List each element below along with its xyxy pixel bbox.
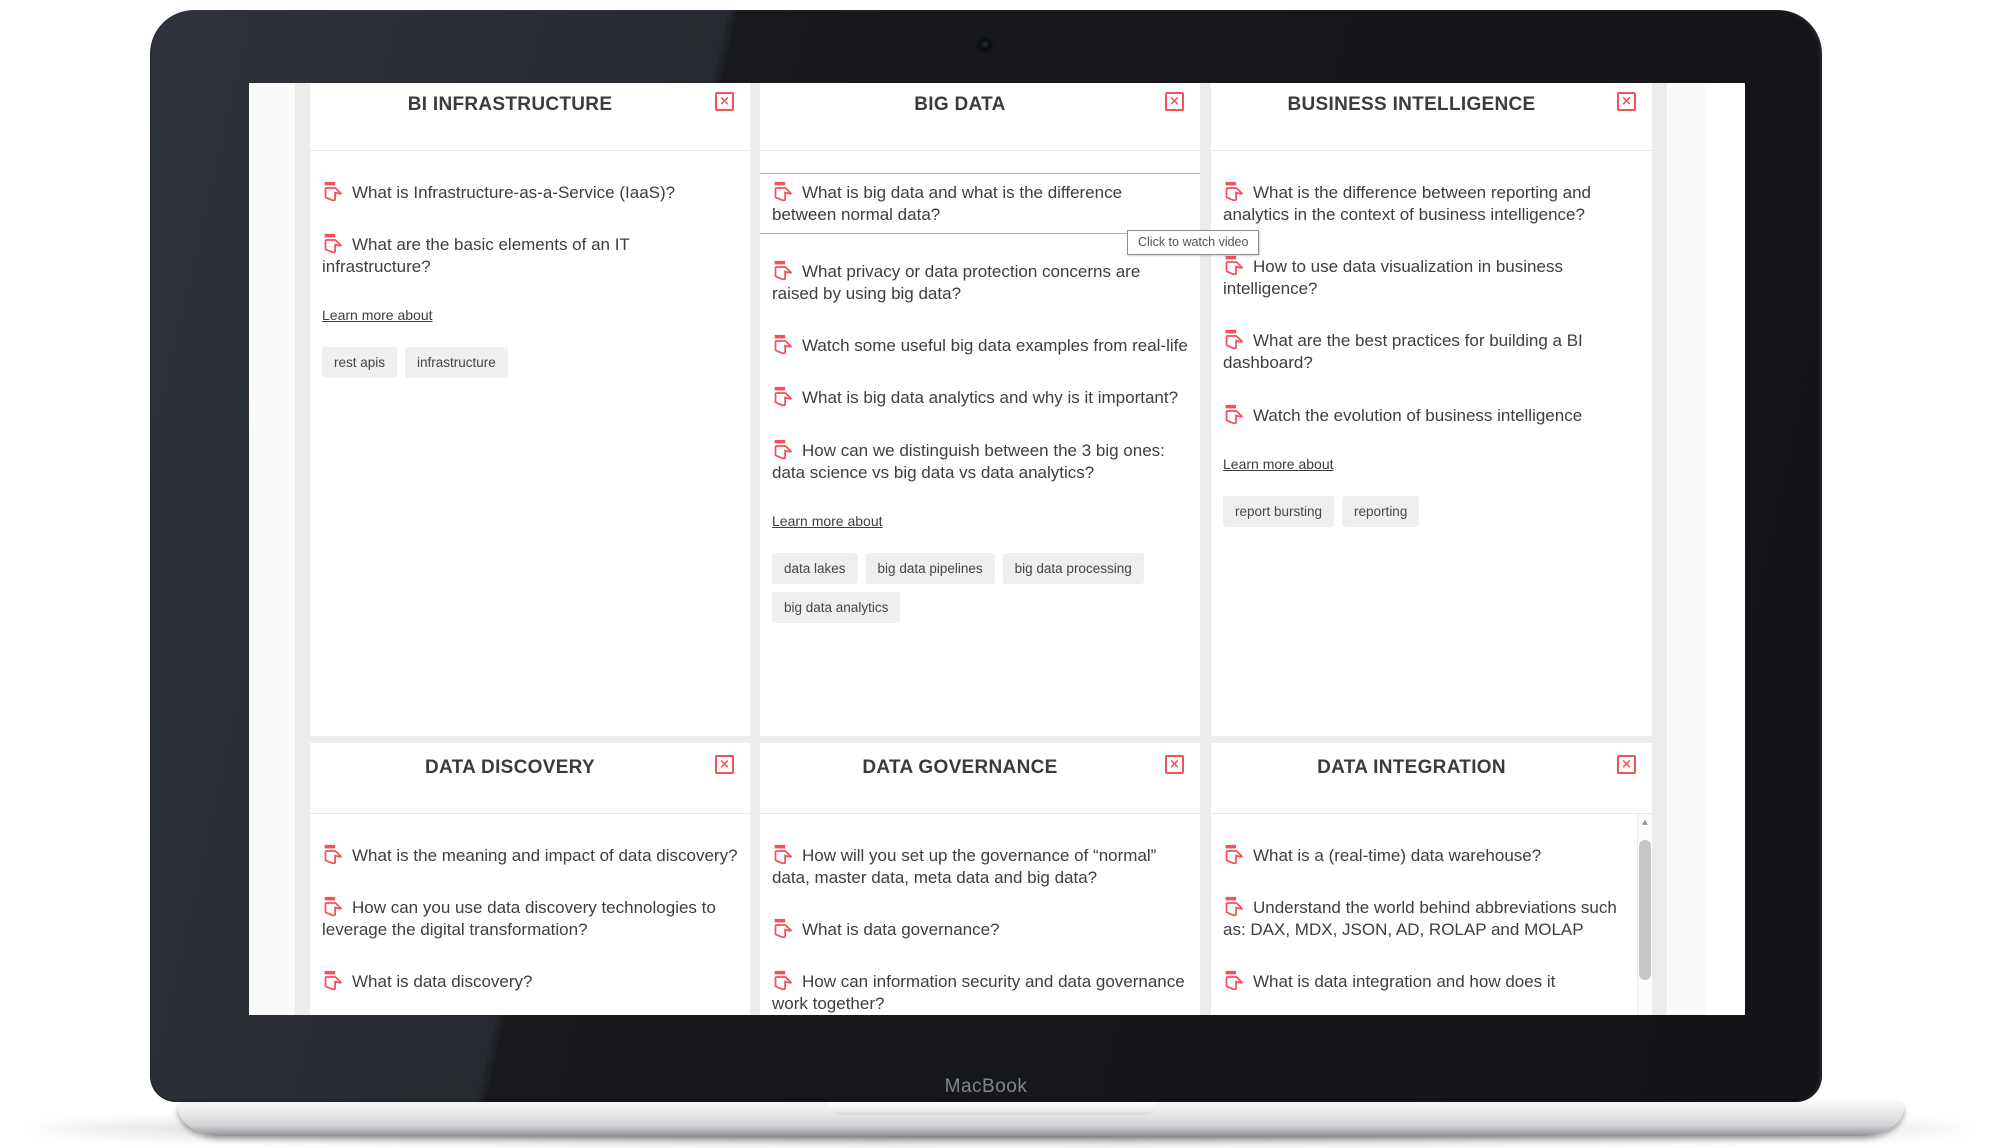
topic-tag[interactable]: data lakes	[772, 553, 858, 584]
pointing-hand-icon	[772, 334, 793, 355]
question-item[interactable]	[1223, 404, 1640, 427]
question-item[interactable]	[772, 334, 1188, 357]
card-body	[1211, 151, 1652, 735]
card-body	[1211, 814, 1652, 1015]
card-header	[310, 743, 750, 814]
question-item[interactable]	[772, 970, 1188, 1015]
question-text: What is big data analytics and why is it important?	[802, 388, 1179, 408]
question-text: What is data governance?	[802, 920, 1000, 940]
close-icon[interactable]: ×	[1617, 755, 1636, 774]
pointing-hand-icon	[772, 181, 793, 202]
close-icon[interactable]: ×	[1165, 755, 1184, 774]
card-header	[760, 83, 1200, 151]
card-title: DATA GOVERNANCE	[862, 757, 1058, 778]
question-text: What is the meaning and impact of data discovery?	[352, 846, 738, 865]
pointing-hand-icon	[1223, 255, 1244, 276]
question-item[interactable]	[1223, 970, 1618, 993]
question-text: Watch some useful big data examples from real-life	[802, 336, 1188, 356]
close-icon[interactable]: ×	[1165, 92, 1184, 111]
tooltip: Click to watch video	[1127, 230, 1259, 255]
card-data-governance	[760, 743, 1200, 1015]
scroll-up-icon[interactable]: ▲	[1642, 818, 1648, 826]
topic-tag[interactable]: reporting	[1342, 496, 1419, 527]
question-item[interactable]	[1223, 255, 1640, 300]
webcam	[979, 39, 991, 51]
card-bi-infrastructure	[310, 83, 750, 736]
card-title: DATA INTEGRATION	[1317, 757, 1506, 778]
card-business-intelligence	[1211, 83, 1652, 736]
laptop-lid	[150, 10, 1822, 1102]
card-header	[1211, 83, 1652, 151]
question-text: What are the best practices for building a BI dashboard?	[1223, 331, 1583, 373]
question-text: How can we distinguish between the 3 big ones: data science vs big data vs data analytics?	[772, 440, 1165, 482]
question-item[interactable]	[322, 233, 738, 278]
topic-tag[interactable]: big data pipelines	[866, 553, 995, 584]
pointing-hand-icon	[1223, 404, 1244, 425]
card-body	[310, 151, 750, 735]
pointing-hand-icon	[1223, 896, 1244, 917]
question-text: What is data discovery?	[352, 972, 533, 992]
topic-tag[interactable]: rest apis	[322, 347, 397, 378]
card-title: BIG DATA	[914, 94, 1006, 115]
tag-list	[322, 347, 738, 378]
pointing-hand-icon	[772, 844, 793, 865]
pointing-hand-icon	[1223, 329, 1244, 350]
tag-list	[1223, 496, 1640, 527]
card-header	[310, 83, 750, 151]
card-body	[310, 814, 750, 1015]
close-icon[interactable]: ×	[715, 755, 734, 774]
pointing-hand-icon	[772, 260, 793, 281]
topic-tag[interactable]: infrastructure	[405, 347, 508, 378]
close-icon[interactable]: ×	[1617, 92, 1636, 111]
card-big-data	[760, 83, 1200, 736]
partial-card-column	[1705, 83, 1745, 1015]
question-item[interactable]	[772, 386, 1188, 409]
question-item[interactable]	[322, 844, 738, 867]
question-item[interactable]	[1223, 844, 1618, 867]
pointing-hand-icon	[322, 233, 343, 254]
learn-more-link[interactable]: Learn more about	[1223, 455, 1334, 472]
card-title: BUSINESS INTELLIGENCE	[1287, 94, 1536, 115]
card-scrollbar[interactable]	[1637, 814, 1652, 1015]
card-header	[1211, 743, 1652, 814]
base-notch	[828, 1102, 1158, 1115]
question-item[interactable]	[322, 896, 738, 941]
pointing-hand-icon	[1223, 970, 1244, 991]
pointing-hand-icon	[322, 181, 343, 202]
card-title: DATA DISCOVERY	[425, 757, 595, 778]
card-body	[760, 814, 1200, 1015]
card-header	[760, 743, 1200, 814]
question-text: What is a (real-time) data warehouse?	[1253, 846, 1542, 865]
question-item[interactable]	[772, 918, 1188, 941]
question-text: Understand the world behind abbreviations such as: DAX, MDX, JSON, AD, ROLAP and MOLAP	[1223, 898, 1617, 940]
question-text: How can information security and data governance work together?	[772, 972, 1185, 1014]
question-text: What is the difference between reporting and analytics in the context of business intelligence?	[1223, 183, 1592, 225]
pointing-hand-icon	[772, 386, 793, 407]
question-item[interactable]	[772, 439, 1188, 484]
question-item[interactable]	[772, 844, 1188, 889]
topic-tag[interactable]: big data processing	[1003, 553, 1144, 584]
question-text: What is big data and what is the difference between normal data?	[772, 183, 1123, 225]
question-text: How can you use data discovery technologies to leverage the digital transformation?	[322, 898, 716, 940]
question-item[interactable]	[1223, 329, 1640, 374]
question-item[interactable]	[760, 173, 1200, 234]
question-text: How to use data visualization in business intelligence?	[1223, 257, 1563, 299]
topic-tag[interactable]: report bursting	[1223, 496, 1334, 527]
question-text: How will you set up the governance of “normal” data, master data, meta data and big data?	[772, 846, 1157, 888]
question-text: What is Infrastructure-as-a-Service (IaaS)?	[352, 183, 676, 202]
question-text: What privacy or data protection concerns are raised by using big data?	[772, 262, 1141, 304]
question-text: What is data integration and how does it	[1253, 972, 1556, 992]
card-title: BI INFRASTRUCTURE	[407, 94, 613, 115]
tag-list	[772, 553, 1188, 623]
pointing-hand-icon	[322, 896, 343, 917]
question-item[interactable]	[772, 260, 1188, 305]
screen	[249, 83, 1745, 1015]
brand-label: MacBook	[944, 1076, 1028, 1097]
pointing-hand-icon	[772, 439, 793, 460]
question-text: What are the basic elements of an IT infrastructure?	[322, 235, 630, 277]
topic-tag[interactable]: big data analytics	[772, 592, 900, 623]
learn-more-link[interactable]: Learn more about	[322, 307, 433, 324]
pointing-hand-icon	[772, 918, 793, 939]
question-item[interactable]	[1223, 181, 1640, 226]
question-text: Watch the evolution of business intelligence	[1253, 405, 1583, 425]
pointing-hand-icon	[322, 844, 343, 865]
pointing-hand-icon	[322, 970, 343, 991]
laptop-base	[178, 1102, 1904, 1136]
question-item[interactable]	[322, 970, 738, 993]
pointing-hand-icon	[772, 970, 793, 991]
learn-more-link[interactable]: Learn more about	[772, 512, 883, 529]
card-data-integration	[1211, 743, 1652, 1015]
question-item[interactable]	[1223, 896, 1618, 941]
question-item[interactable]	[322, 181, 738, 204]
pointing-hand-icon	[1223, 844, 1244, 865]
close-icon[interactable]: ×	[715, 92, 734, 111]
pointing-hand-icon	[1223, 181, 1244, 202]
card-data-discovery	[310, 743, 750, 1015]
scrollbar-thumb[interactable]	[1639, 840, 1651, 980]
